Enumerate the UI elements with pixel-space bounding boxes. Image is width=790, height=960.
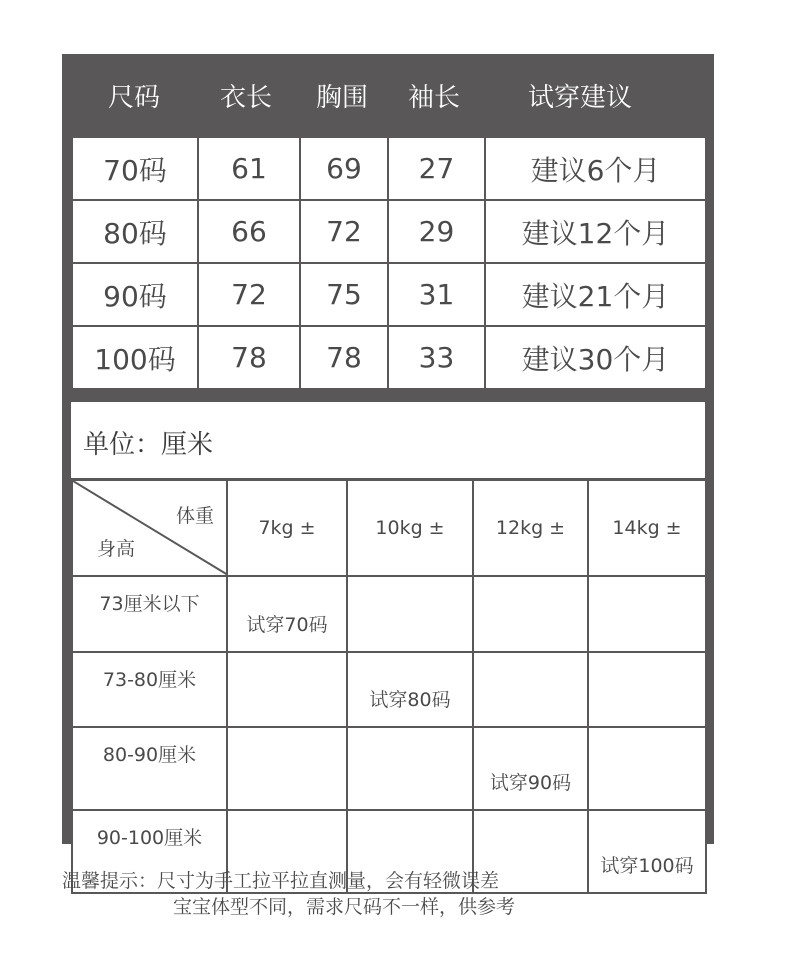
size-chart-header [62,54,714,136]
sleeve-cell: 31 [388,263,485,326]
length-cell: 61 [198,137,300,200]
suggestion-cell: 建议21个月 [485,263,706,326]
size-cell: 80码 [72,200,198,263]
fit-cell: 试穿80码 [347,652,473,727]
size-cell: 90码 [72,263,198,326]
length-cell: 72 [198,263,300,326]
header-chest: 胸围 [316,83,369,113]
chest-cell: 72 [300,200,388,263]
table-row [72,326,706,389]
table-row [72,263,706,326]
weight-header: 14kg ± [588,480,706,576]
fit-cell [588,576,706,652]
weight-header: 12kg ± [473,480,588,576]
table-row [72,652,706,727]
height-label-cell: 90-100厘米 [72,810,227,893]
size-cell: 70码 [72,137,198,200]
fit-cell [473,652,588,727]
weight-header: 10kg ± [347,480,473,576]
fit-cell [347,727,473,810]
header-size: 尺码 [108,83,161,113]
header-suggestion: 试穿建议 [528,83,633,113]
length-cell: 78 [198,326,300,389]
fit-cell [588,727,706,810]
fit-cell [347,576,473,652]
size-chart-frame [62,54,714,877]
notice-line-1: 温馨提示：尺寸为手工拉平拉直测量，会有轻微误差 [62,870,500,892]
suggestion-cell: 建议12个月 [485,200,706,263]
height-axis-label: 身高 [97,538,136,560]
unit-row [71,400,705,478]
size-cell: 100码 [72,326,198,389]
fit-header-row [72,480,706,576]
fit-cell [588,652,706,727]
suggestion-cell: 建议6个月 [485,137,706,200]
table-row [72,200,706,263]
sleeve-cell: 27 [388,137,485,200]
size-table [71,136,707,390]
fit-cell: 试穿100码 [588,810,706,893]
header-sleeve: 袖长 [408,83,461,113]
height-label-cell: 80-90厘米 [72,727,227,810]
header-length: 衣长 [220,83,273,113]
fit-cell [473,576,588,652]
suggestion-cell: 建议30个月 [485,326,706,389]
sleeve-cell: 29 [388,200,485,263]
table-row [72,137,706,200]
chest-cell: 75 [300,263,388,326]
height-label-cell: 73-80厘米 [72,652,227,727]
length-cell: 66 [198,200,300,263]
sleeve-cell: 33 [388,326,485,389]
notice-line-2: 宝宝体型不同，需求尺码不一样，供参考 [173,896,516,918]
fit-cell [227,652,347,727]
table-row [72,727,706,810]
unit-label: 单位：厘米 [83,430,214,460]
weight-header: 7kg ± [227,480,347,576]
fit-cell: 试穿70码 [227,576,347,652]
fit-cell: 试穿90码 [473,727,588,810]
weight-axis-label: 体重 [175,505,214,527]
fit-table [71,479,707,894]
chest-cell: 78 [300,326,388,389]
table-row [72,576,706,652]
chest-cell: 69 [300,137,388,200]
height-label-cell: 73厘米以下 [72,576,227,652]
notice [62,868,515,920]
fit-cell [227,727,347,810]
diagonal-header-cell [72,480,227,576]
